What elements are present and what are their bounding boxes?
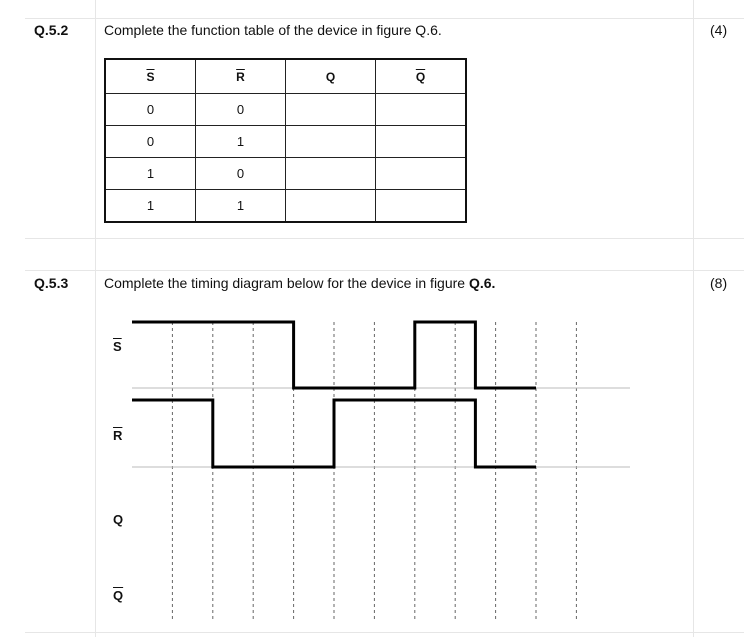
question-number: Q.5.2 — [34, 22, 69, 38]
signal-label-q-bar: $\overline{Q}$ — [113, 588, 124, 603]
figure-reference: Q.6. — [468, 275, 496, 291]
question-text: Complete the function table of the device in figure Q.6. — [104, 22, 442, 38]
cell-r: 0 — [196, 94, 286, 126]
cell-r: 1 — [196, 190, 286, 223]
question-marks: (4) — [710, 22, 728, 38]
question-number: Q.5.3 — [34, 275, 69, 291]
header-r-bar: $\overline{R}$ — [196, 59, 286, 94]
signal-label-r-bar: $\overline{R}$ — [113, 428, 123, 443]
cell-s: 1 — [105, 190, 196, 223]
question-text-main: Complete the timing diagram below for the device in figure — [104, 275, 469, 291]
signal-label-s-bar: $\overline{S}$ — [113, 339, 122, 354]
cell-s: 1 — [105, 158, 196, 190]
question-marks: (8) — [710, 275, 728, 291]
header-q-bar: $\overline{Q}$ — [376, 59, 467, 94]
header-s-bar: $\overline{S}$ — [105, 59, 196, 94]
cell-r: 0 — [196, 158, 286, 190]
signal-label-q: Q — [113, 512, 124, 527]
cell-s: 0 — [105, 126, 196, 158]
header-q: Q — [286, 59, 376, 94]
waveform-r-bar — [132, 400, 536, 467]
cell-s: 0 — [105, 94, 196, 126]
cell-r: 1 — [196, 126, 286, 158]
